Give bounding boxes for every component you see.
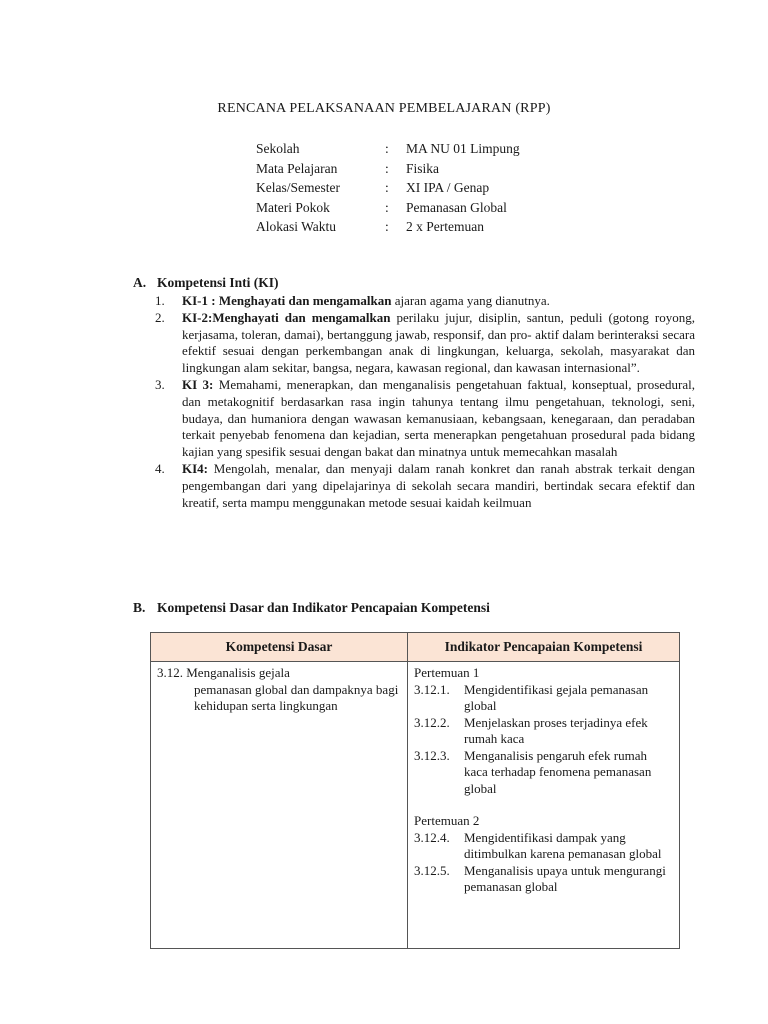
indicator-item	[414, 682, 673, 715]
indicator-item	[414, 715, 673, 748]
identity-row	[256, 198, 676, 218]
ki-label: KI 3:	[182, 376, 214, 392]
kd-cell	[151, 662, 408, 949]
indicator-number: 3.12.4.	[414, 829, 450, 845]
ki-text: perilaku jujur, disiplin, santun, peduli (gotong royong, kerjasama, toleran, damai), bertanggung jawab, responsif, dan pro- aktif dalam berinteraksi secara efektif sesuai dengan perkembangan anak di lingkungan, keluarga, sekolah, masyarakat dan lingkungan alam sekitar, bangsa, negara, kawasan regional, dan kawasan internasional”.	[182, 309, 695, 376]
document-title: RENCANA PELAKSANAAN PEMBELAJARAN (RPP)	[217, 101, 551, 116]
section-b-heading	[133, 600, 490, 616]
indicator-item	[414, 830, 673, 863]
table-header-row	[151, 633, 680, 662]
indicator-text: Menganalisis pengaruh efek rumah kaca terhadap fenomena pemanasan global	[464, 747, 652, 796]
section-letter: B.	[133, 600, 146, 615]
identity-row	[256, 159, 676, 179]
indicator-text: Menjelaskan proses terjadinya efek rumah kaca	[464, 714, 648, 746]
ki-number: 1.	[155, 293, 165, 308]
identity-key: Mata Pelajaran	[256, 160, 338, 176]
table-header-indicator: Indikator Pencapaian Kompetensi	[408, 633, 680, 662]
meeting-label: Pertemuan 1	[414, 665, 480, 680]
ki-number: 3.	[155, 376, 165, 392]
ki-item	[155, 461, 695, 511]
meeting-group	[414, 665, 673, 797]
identity-row	[256, 178, 676, 198]
table-row	[151, 662, 680, 949]
identity-key: Alokasi Waktu	[256, 219, 337, 234]
kd-rest-text: pemanasan global dan dampaknya bagi kehidupan serta lingkungan	[194, 681, 399, 713]
spacer	[414, 797, 673, 813]
identity-separator: :	[385, 180, 389, 195]
kd-first-text: Menganalisis gejala	[186, 665, 290, 680]
ki-text: ajaran agama yang dianutnya.	[391, 293, 550, 308]
indicator-text: Mengidentifikasi dampak yang ditimbulkan karena pemanasan global	[464, 829, 662, 861]
indicator-number: 3.12.5.	[414, 862, 450, 878]
ki-number: 2.	[155, 309, 165, 325]
section-title: Kompetensi Inti (KI)	[157, 275, 279, 290]
indicator-text: Menganalisis upaya untuk mengurangi pemanasan global	[464, 862, 666, 894]
kd-first-line	[157, 665, 401, 682]
ki-item	[155, 377, 695, 461]
identity-block	[256, 139, 676, 237]
ki-label: KI-2:Menghayati dan mengamalkan	[182, 309, 391, 325]
meeting-group	[414, 813, 673, 896]
indicator-cell	[408, 662, 680, 949]
ki-list	[155, 293, 695, 511]
indicator-item	[414, 748, 673, 798]
identity-key: Sekolah	[256, 141, 300, 156]
indicator-item	[414, 863, 673, 896]
identity-key: Materi Pokok	[256, 199, 330, 215]
section-a-heading	[133, 275, 279, 291]
section-title: Kompetensi Dasar dan Indikator Pencapaian Kompetensi	[157, 600, 490, 615]
identity-separator: :	[385, 199, 389, 215]
ki-text: Mengolah, menalar, dan menyaji dalam ranah konkret dan ranah abstrak terkait dengan pengembangan dari yang dipelajarinya di sekolah secara mandiri, bertindak secara efektif dan kreatif, serta mampu menggunakan metode sesuai kaidah keilmuan	[182, 460, 695, 510]
identity-separator: :	[385, 141, 389, 156]
ki-item	[155, 293, 695, 310]
ki-label: KI-1 : Menghayati dan mengamalkan	[182, 293, 392, 308]
indicator-number: 3.12.1.	[414, 681, 450, 697]
identity-value: MA NU 01 Limpung	[406, 141, 520, 156]
identity-value: Pemanasan Global	[406, 199, 507, 215]
identity-row	[256, 139, 676, 159]
table-header-kd: Kompetensi Dasar	[151, 633, 408, 662]
meeting-label: Pertemuan 2	[414, 813, 480, 828]
competency-table	[150, 632, 680, 949]
indicator-text: Mengidentifikasi gejala pemanasan global	[464, 681, 649, 713]
identity-separator: :	[385, 219, 389, 234]
identity-row	[256, 217, 676, 237]
ki-label: KI4:	[182, 460, 208, 476]
identity-separator: :	[385, 160, 389, 176]
identity-value: Fisika	[406, 160, 440, 176]
indicator-number: 3.12.2.	[414, 714, 450, 730]
identity-value: 2 x Pertemuan	[406, 219, 484, 234]
identity-key: Kelas/Semester	[256, 180, 340, 195]
indicator-number: 3.12.3.	[414, 747, 450, 763]
ki-item	[155, 310, 695, 377]
section-letter: A.	[133, 275, 147, 290]
kd-number: 3.12.	[157, 665, 183, 680]
identity-value: XI IPA / Genap	[406, 180, 490, 195]
ki-number: 4.	[155, 460, 165, 476]
ki-text: Memahami, menerapkan, dan menganalisis pengetahuan faktual, konseptual, prosedural, dan metakognitif berdasarkan rasa ingin tahunya tentang ilmu pengetahuan, teknologi, seni, budaya, dan humaniora dengan wawasan kemanusiaan, kebangsaan, kenegaraan, dan peradaban terkait penyebab fenomena dan kejadian, serta menerapkan pengetahuan prosedural pada bidang kajian yang spesifik sesuai dengan bakat dan minatnya untuk memecahkan masalah	[182, 376, 696, 460]
